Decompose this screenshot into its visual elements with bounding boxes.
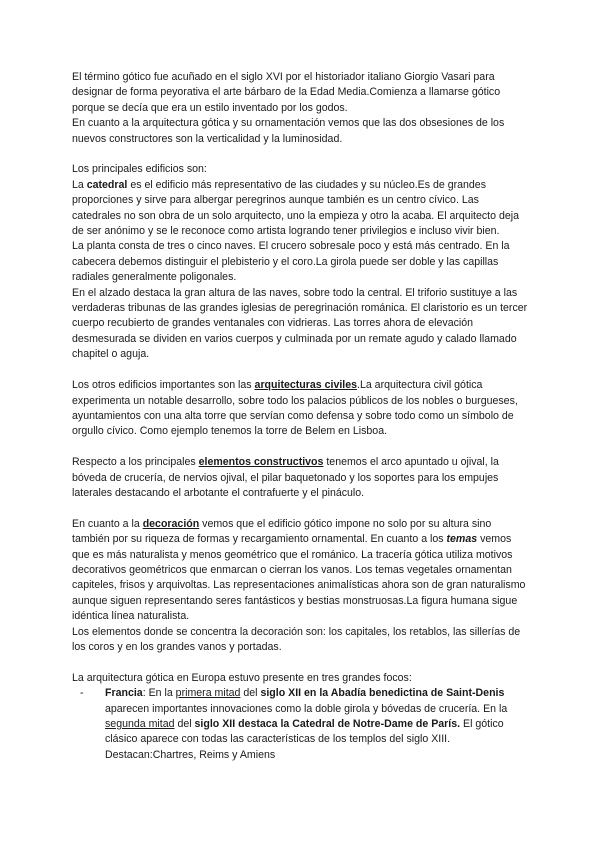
catedral-paragraph: La catedral es el edificio más representativo de las ciudades y su núcleo.Es de grandes proporciones y sirve para albergar peregrinos aunque también es un centro cívico. Las catedrales no son obra de un solo arquitecto, uno la empieza y otro la acaba. El arquitecto deja de ser anónimo y se le reconoce como artista logrando tener privilegios e incluso vivir bien. <box>72 178 519 238</box>
lugares-paragraph: Los elementos donde se concentra la decoración son: los capitales, los retablos, las sillerías de los coros y en los grandes vanos y portadas. <box>72 625 521 653</box>
constructivos-paragraph: Respecto a los principales elementos constructivos tenemos el arco apuntado u ojival, la bóveda de crucería, de nervios ojival, el pilar baquetonado y los soportes para los empujes laterales destacando el arbotante el contrafuerte y el pináculo. <box>72 456 499 499</box>
saint-denis-text: siglo XII en la Abadía benedictina de Saint-Denis <box>260 687 505 700</box>
decoracion-paragraph: En cuanto a la decoración vemos que el edificio gótico impone no solo por su altura sino también por su riqueza de formas y recargamiento ornamental. En cuanto a los temas vemos que es más naturalista y menos geométrico que el románico. La tracería gótica utiliza motivos decorativos geométricos que enmarcan o cierran los vanos. Los temas vegetales ornamentan capiteles, frisos y arquivoltas. Las representaciones animalísticas ahora son de gran naturalismo aunque siguen representando seres fantásticos y bestias monstruosas.La figura humana sigue idéntica línea naturalista. <box>72 517 526 623</box>
focos-list <box>72 686 528 763</box>
intro-paragraph: El término gótico fue acuñado en el siglo XVI por el historiador italiano Giorgio Vasari para designar de forma peyorativa el arte bárbaro de la Edad Media.Comienza a llamarse gótico porque se decía que era un estilo inventado por los godos. <box>72 71 501 114</box>
primera-mitad: primera mitad <box>175 687 241 700</box>
segunda-mitad: segunda mitad <box>105 717 175 730</box>
temas-term: temas <box>446 533 478 546</box>
list-dash: - <box>80 687 84 700</box>
constructivos-term: elementos constructivos <box>198 456 324 469</box>
intro-paragraph-2: En cuanto a la arquitectura gótica y su ornamentación vemos que las dos obsesiones de los nuevos constructores son la verticalidad y la luminosidad. <box>72 117 505 145</box>
francia-label: Francia <box>105 687 143 700</box>
edificios-heading: Los principales edificios son: <box>72 163 207 176</box>
list-item-francia: - Francia: En la primera mitad del siglo XII en la Abadía benedictina de Saint-Denis aparecen importantes innovaciones como la doble girola y bóvedas de crucería. En la segunda mitad del siglo XII destaca la Catedral de Notre-Dame de París. El gótico clásico aparece con todas las características de los templos del siglo XIII. Destacan:Chartres, Reims y Amiens <box>80 687 508 761</box>
alzado-paragraph: En el alzado destaca la gran altura de las naves, sobre todo la central. El triforio sustituye a las verdaderas tribunas de las grandes iglesias de peregrinación románica. El claristorio es un tercer cuerpo recubierto de grandes ventanales con vidrieras. Las torres ahora de elevación desmesurada se dividen en varios cuerpos y culminada por un remate agudo y calado llamado chapitel o aguja. <box>72 286 528 361</box>
civil-term: arquitecturas civiles <box>254 379 358 392</box>
europa-heading: La arquitectura gótica en Europa estuvo presente en tres grandes focos: <box>72 671 412 684</box>
decoracion-term: decoración <box>142 517 200 530</box>
civil-paragraph: Los otros edificios importantes son las arquitecturas civiles.La arquitectura civil gótica experimenta un notable desarrollo, sobre todo los palacios públicos de los nobles o burgueses, ayuntamientos con una alta torre que servían como defensa y sobre todo como un símbolo de orgullo cívico. Como ejemplo tenemos la torre de Belem en Lisboa. <box>72 379 518 438</box>
planta-paragraph: La planta consta de tres o cinco naves. El crucero sobresale poco y está más centrado. En la cabecera debemos distinguir el plebisterio y el coro.La girola puede ser doble y las capillas radiales generalmente poligonales. <box>72 240 510 284</box>
catedral-term: catedral <box>86 178 128 191</box>
notre-dame-text: siglo XII destaca la Catedral de Notre-Dame de París. <box>194 717 461 730</box>
